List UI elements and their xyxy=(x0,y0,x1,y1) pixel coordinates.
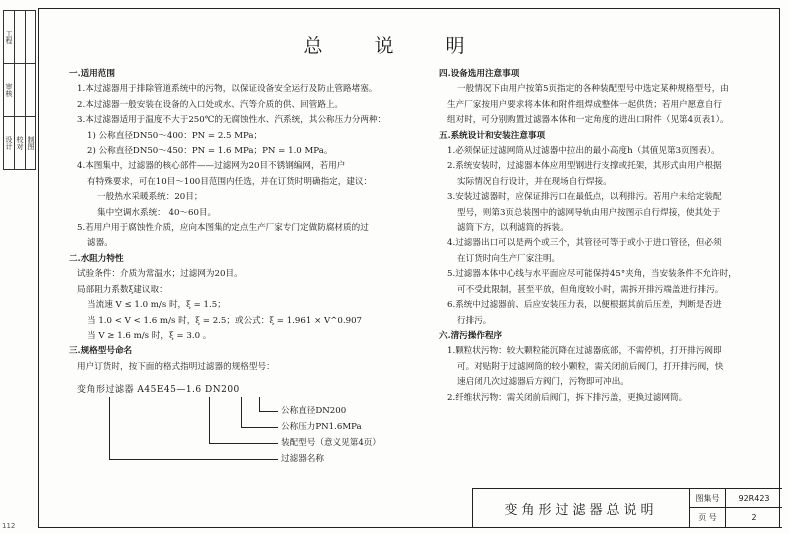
text-line: 一般情况下由用户按第5页指定的各种装配型号中选定某种规格型号，由 xyxy=(457,84,729,95)
text-line: 6.系统中过滤器前、后应安装压力表，以便根据其前后压差，判断是否进 xyxy=(447,300,722,311)
text-line: 生产厂家按用户要求将本体和附件组焊成整体一起供货；若用户愿意自行 xyxy=(447,99,723,110)
section-heading: 四.设备选用注意事项 xyxy=(439,69,520,79)
atlas-value: 92R423 xyxy=(726,489,782,508)
approval-sidebar xyxy=(3,10,36,170)
text-line: 实际情况自行设计，并在现场自行焊接。 xyxy=(457,176,612,187)
sidebar-cell: 设计 xyxy=(5,136,13,150)
text-line: 4.过滤器出口可以是两个或三个，其管径可等于或小于进口管径，但必须 xyxy=(447,238,722,249)
text-line: 用户订货时，按下面的格式指明过滤器的规格型号： xyxy=(77,361,275,372)
code-label: 公称压力PN1.6MPa xyxy=(281,422,362,433)
text-line: 3.安装过滤器时，应保证排污口在最低点，以利排污。若用户未给定装配 xyxy=(447,192,722,203)
text-line: 速启闭几次过滤器后方阀门，污物即可冲出。 xyxy=(457,377,629,388)
text-line: 3.本过滤器适用于温度不大于250℃的无腐蚀性水、汽系统，其公称压力分两种： xyxy=(77,115,387,126)
text-line: 行排污。 xyxy=(457,315,492,326)
sidebar-column xyxy=(15,11,26,169)
leader-line xyxy=(109,397,278,460)
drawing-sheet xyxy=(38,8,780,528)
section-heading: 三.规格型号命名 xyxy=(69,346,133,357)
page-title: 总说明 xyxy=(303,35,517,57)
text-line: 滤筒下方，以利滤筒的拆装。 xyxy=(457,223,569,234)
text-line: 2.系统安装时，过滤器本体应用型钢进行支撑或托架，其形式由用户根据 xyxy=(447,161,722,172)
sidebar-cell xyxy=(26,64,36,117)
sidebar-cell xyxy=(15,11,25,64)
text-line: 5.若用户用于腐蚀性介质，应向本图集的定点生产厂家专门定做防腐材质的过 xyxy=(77,223,369,234)
text-line: 滤器。 xyxy=(87,238,113,249)
sidebar-cell xyxy=(26,11,36,64)
text-line: 有特殊要求，可在10目～100目范围内任选，并在订货时明确指定，建议： xyxy=(87,176,373,187)
sidebar-cell: 校对 xyxy=(16,136,24,150)
text-line: 1.必须保证过滤网筒从过滤器中拉出的最小高度h（其值见第3页图表）。 xyxy=(447,146,720,157)
text-line: 型号，则第3页总装图中的滤网导轨由用户按图示自行焊接，使其处于 xyxy=(457,207,721,218)
text-line: 集中空调水系统： 40～60目。 xyxy=(97,207,217,218)
code-label: 公称直径DN200 xyxy=(281,406,347,417)
text-line: 2.纤维状污物：需关闭前后阀门，拆下排污盖，更换过滤网筒。 xyxy=(447,392,688,403)
text-line: 5.过滤器本体中心线与水平面应尽可能保持45°夹角，当安装条件不允许时， xyxy=(447,269,737,280)
text-line: 可不受此限制，甚至平放，但角度较小时，需拆开排污端盖进行排污。 xyxy=(457,284,724,295)
text-line: 1.本过滤器用于排除管道系统中的污物，以保证设备安全运行及防止管路堵塞。 xyxy=(77,84,378,95)
model-code-diagram xyxy=(69,379,431,474)
sidebar-column xyxy=(4,11,15,169)
section-heading: 一.适用范围 xyxy=(69,69,115,79)
text-line: 当 V ≥ 1.6 m/s 时，ξ = 3.0 。 xyxy=(87,330,212,341)
text-line: 4.本图集中，过滤器的核心部件——过滤网为20目不锈钢编网，若用户 xyxy=(77,161,346,172)
text-line: 当流速 V ≤ 1.0 m/s 时，ξ = 1.5； xyxy=(87,300,226,311)
title-block-grid xyxy=(690,489,782,527)
section-heading: 二.水阻力特性 xyxy=(69,253,124,264)
code-label: 过滤器名称 xyxy=(281,454,324,465)
right-column xyxy=(439,67,777,406)
title-block xyxy=(472,488,782,528)
left-column xyxy=(69,67,431,474)
page-value: 2 xyxy=(751,513,757,522)
model-code: 变角形过滤器 A45E45—1.6 DN200 xyxy=(77,385,240,396)
section-heading: 六.清污操作程序 xyxy=(439,330,503,341)
text-line: 2.本过滤器一般安装在设备的入口处或水、汽等介质的供、回管路上。 xyxy=(77,99,344,110)
sidebar-cell xyxy=(15,64,25,117)
sidebar-cell: 工程 xyxy=(4,11,14,64)
text-line: 试验条件：介质为常温水；过滤网为20目。 xyxy=(77,269,243,280)
code-label: 装配型号（意义见第4页） xyxy=(281,438,381,449)
sidebar-cell: 审核 xyxy=(4,64,14,117)
text-line: 1.颗粒状污物：较大颗粒能沉降在过滤器底部，不需停机，打开排污阀即 xyxy=(447,346,722,357)
sidebar-cell: 制图 xyxy=(27,136,35,150)
text-line: 局部阻力系数ξ建议取： xyxy=(77,284,168,295)
text-line: 可。对贴附于过滤网筒的较小颗粒，需关闭前后阀门，打开排污阀，快 xyxy=(457,361,724,372)
section-heading: 五.系统设计和安装注意事项 xyxy=(439,130,546,141)
text-line: 当 1.0 < V < 1.6 m/s 时，ξ = 2.5；或公式：ξ = 1.961 × V^0.907 xyxy=(87,315,363,326)
text-line: 在订货时向生产厂家注明。 xyxy=(457,253,561,264)
text-line: 2) 公称直径DN50～450：PN = 1.6 MPa；PN = 1.0 MPa。 xyxy=(87,146,333,157)
atlas-label: 图集号 xyxy=(690,489,726,508)
drawing-name: 变角形过滤器总说明 xyxy=(473,489,690,527)
text-line: 组对时，可分别购置过滤器本体和一定角度的进出口附件（见第4页表1）。 xyxy=(447,115,729,126)
sidebar-column xyxy=(26,11,36,169)
text-line: 一般热水采暖系统：20目； xyxy=(97,192,203,203)
page-number: 112 xyxy=(2,522,16,530)
text-line: 1) 公称直径DN50～400：PN = 2.5 MPa； xyxy=(87,130,263,141)
page-label: 页 号 xyxy=(690,508,726,527)
